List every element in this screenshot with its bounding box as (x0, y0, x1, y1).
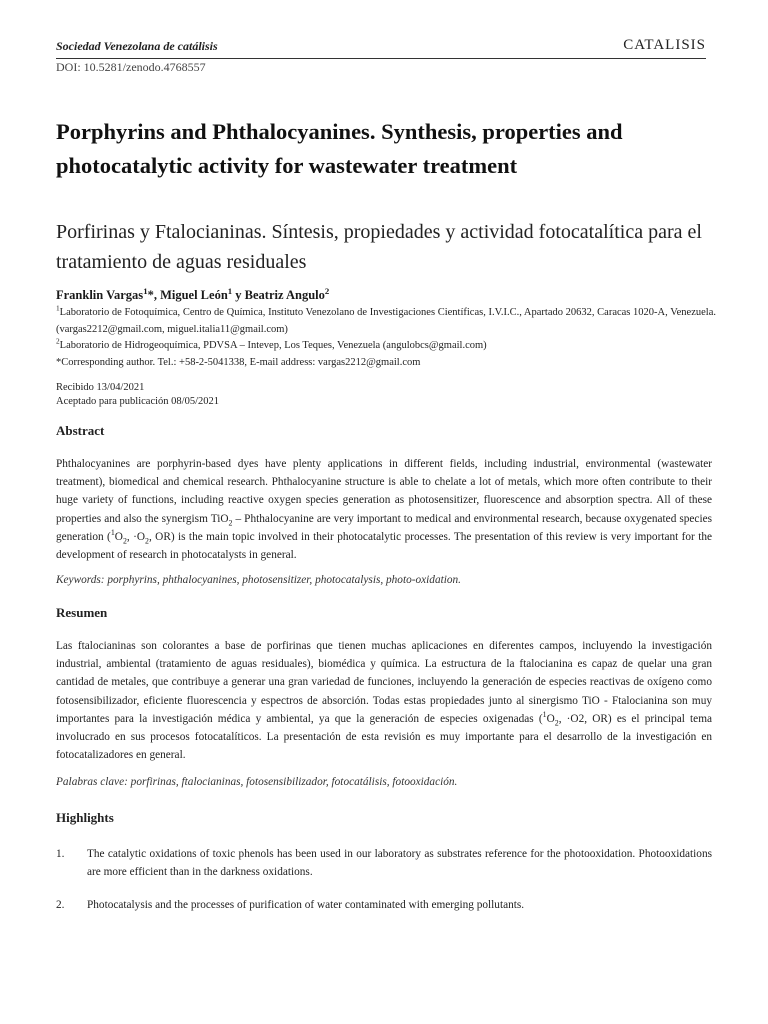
resumen-text (56, 637, 712, 764)
affiliation-text: Laboratorio de Fotoquímica, Centro de Química, Instituto Venezolano de Investigaciones Científicas, I.V.I.C., Apartado 20632, Caracas 1020-A, Venezuela. (vargas2212@gmail.com, miguel.italia11@gmail.com) (56, 307, 716, 335)
author-name: Franklin Vargas (56, 288, 144, 302)
article-title-english: Porphyrins and Phthalocyanines. Synthesis, properties and photocatalytic activity for wastewater treatment (56, 119, 623, 178)
received-date: Recibido 13/04/2021 (56, 382, 145, 393)
resumen-text-part: Las ftalocianinas son colorantes a base de porfirinas que tienen muchas aplicaciones en diferentes campos, incluyendo la investigación industrial, ambiental (tratamiento de aguas residuales), biomédica y química. La estructura de la ftalocianina es capaz de quelar una gran cantidad de metales, que contribuye a generar una gran variedad de funciones, incluyendo la generación de especies reactivas de oxígeno como fotosensibilizador, eficiente fluorescencia y espectros de absorción. Todas estas propiedades junto al sinergismo TiO - Ftalocianina son muy importantes para la investigación médica y ambiental, ya que la generación de especies oxigenadas ( (56, 640, 712, 725)
affiliation-mark: 2 (56, 336, 60, 346)
header-rule (56, 58, 706, 59)
journal-name: Sociedad Venezolana de catálisis (56, 39, 218, 53)
abstract-text-part: O (114, 530, 123, 543)
highlight-number: 2. (56, 899, 65, 911)
affiliation-1 (56, 304, 716, 338)
doi-line: DOI: 10.5281/zenodo.4768557 (56, 60, 206, 74)
corresponding-author: *Corresponding author. Tel.: +58-2-5041338, E-mail address: vargas2212@gmail.com (56, 357, 421, 368)
author-list (56, 285, 330, 303)
highlight-text: Photocatalysis and the processes of purification of water contaminated with emerging pollutants. (87, 899, 525, 911)
abstract-heading: Abstract (56, 423, 105, 438)
highlight-text: The catalytic oxidations of toxic phenols has been used in our laboratory as substrates reference for the photooxidation. Photooxidations are more efficient than in the darkness oxidations. (87, 848, 712, 878)
subscript: 2 (122, 536, 127, 546)
affiliation-mark: 1 (56, 303, 60, 313)
resumen-text-part: O (546, 712, 555, 725)
abstract-text (56, 455, 712, 564)
section-label: CATALISIS (623, 37, 706, 53)
author-name: y Beatriz Angulo (232, 288, 325, 302)
author-name: Miguel León (160, 288, 228, 302)
abstract-keywords: Keywords: porphyrins, phthalocyanines, photosensitizer, photocatalysis, photo-oxidation. (56, 574, 461, 586)
affiliation-text: Laboratorio de Hidrogeoquímica, PDVSA – Intevep, Los Teques, Venezuela (angulobcs@gmail.com) (59, 340, 487, 351)
abstract-text-part: – Phthalocyanine are very important to medical and environmental research, because oxygenated species generation ( (56, 512, 712, 543)
accepted-date: Aceptado para publicación 08/05/2021 (56, 396, 219, 407)
resumen-heading: Resumen (56, 605, 108, 620)
resumen-keywords: Palabras clave: porfirinas, ftalocianinas, fotosensibilizador, fotocatálisis, fotooxidación. (56, 776, 458, 788)
article-title-spanish: Porfirinas y Ftalocianinas. Síntesis, propiedades y actividad fotocatalítica para el tratamiento de aguas residuales (56, 221, 702, 273)
highlight-item (56, 896, 712, 916)
superscript: 1 (110, 528, 115, 538)
subscript: 2 (145, 536, 149, 546)
affiliation-2 (56, 337, 716, 354)
abstract-text-part: , ·O (126, 530, 146, 543)
article-dates (56, 381, 219, 409)
author-affiliation-mark: 2 (324, 285, 330, 296)
author-affiliation-mark: 1 (227, 285, 233, 296)
subscript: 2 (554, 718, 559, 728)
abstract-text-part: , OR) is the main topic involved in their photocatalytic processes. The presentation of this review is very important for the development of research in photocatalysts in general. (56, 530, 712, 562)
corresponding-mark: *, (147, 288, 161, 302)
resumen-text-part: , ·O2, OR) es el principal tema involucrado en sus procesos fotocatalíticos. La presentación de esta revisión es muy importante para el desarrollo de la investigación en fotocatalizadores en general. (56, 712, 712, 762)
highlight-item (56, 845, 712, 885)
abstract-text-part: Phthalocyanines are porphyrin-based dyes have plenty applications in different fields, including industrial, environmental (wastewater treatment), biomedical and chemical research. Phthalocyanine structure is able to chelate a lot of metals, which more often contribute to their huge variety of functions, including reactive oxygen species generation as photosensitizer, fluorescence and absorption spectra. All of these properties and also the synergism TiO (56, 458, 712, 525)
highlights-heading: Highlights (56, 810, 114, 825)
highlight-number: 1. (56, 848, 65, 860)
subscript: 2 (228, 517, 233, 527)
superscript: 1 (542, 710, 547, 720)
author-affiliation-mark: 1 (143, 285, 148, 296)
